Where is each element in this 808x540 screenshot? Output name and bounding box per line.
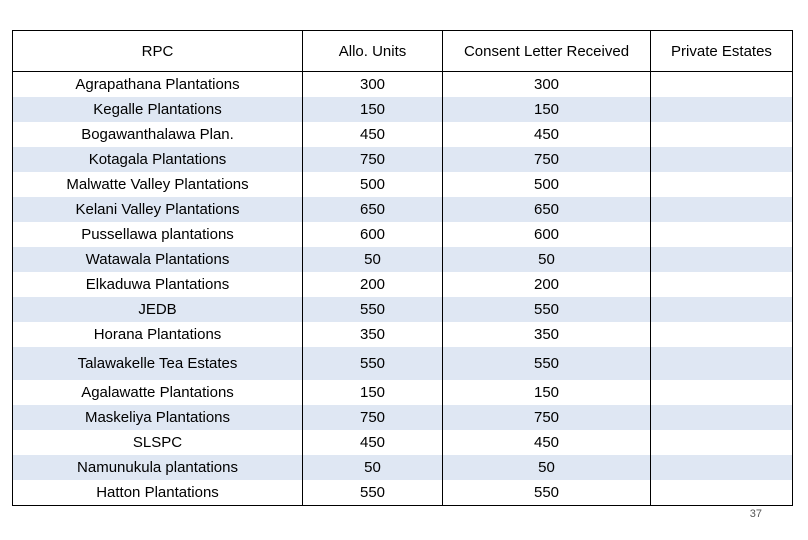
- cell-private-estates: [651, 222, 793, 247]
- cell-private-estates: [651, 147, 793, 172]
- cell-allo-units: 550: [303, 347, 443, 380]
- cell-rpc: Agalawatte Plantations: [13, 380, 303, 405]
- cell-allo-units: 300: [303, 72, 443, 98]
- cell-private-estates: [651, 72, 793, 98]
- table-row: [13, 197, 793, 222]
- table-row: [13, 430, 793, 455]
- cell-allo-units: 350: [303, 322, 443, 347]
- table-row: [13, 97, 793, 122]
- table-row: [13, 405, 793, 430]
- cell-rpc: SLSPC: [13, 430, 303, 455]
- cell-consent-letter: 50: [443, 455, 651, 480]
- cell-private-estates: [651, 430, 793, 455]
- cell-rpc: Malwatte Valley Plantations: [13, 172, 303, 197]
- table-row: [13, 247, 793, 272]
- cell-consent-letter: 50: [443, 247, 651, 272]
- cell-rpc: Agrapathana Plantations: [13, 72, 303, 98]
- cell-private-estates: [651, 455, 793, 480]
- cell-consent-letter: 150: [443, 380, 651, 405]
- cell-private-estates: [651, 197, 793, 222]
- table-row: [13, 147, 793, 172]
- cell-consent-letter: 150: [443, 97, 651, 122]
- cell-rpc: Maskeliya Plantations: [13, 405, 303, 430]
- cell-private-estates: [651, 297, 793, 322]
- cell-allo-units: 50: [303, 247, 443, 272]
- cell-consent-letter: 200: [443, 272, 651, 297]
- table-row: [13, 322, 793, 347]
- cell-allo-units: 150: [303, 97, 443, 122]
- table-body: [13, 72, 793, 506]
- cell-rpc: Kelani Valley Plantations: [13, 197, 303, 222]
- cell-consent-letter: 550: [443, 297, 651, 322]
- cell-allo-units: 150: [303, 380, 443, 405]
- cell-allo-units: 650: [303, 197, 443, 222]
- cell-rpc: Horana Plantations: [13, 322, 303, 347]
- cell-rpc: Namunukula plantations: [13, 455, 303, 480]
- cell-private-estates: [651, 322, 793, 347]
- cell-consent-letter: 750: [443, 147, 651, 172]
- cell-private-estates: [651, 97, 793, 122]
- cell-consent-letter: 650: [443, 197, 651, 222]
- cell-private-estates: [651, 122, 793, 147]
- cell-allo-units: 550: [303, 297, 443, 322]
- header-private-estates: Private Estates: [651, 31, 793, 72]
- cell-rpc: Watawala Plantations: [13, 247, 303, 272]
- cell-private-estates: [651, 172, 793, 197]
- cell-allo-units: 550: [303, 480, 443, 506]
- cell-allo-units: 600: [303, 222, 443, 247]
- cell-allo-units: 50: [303, 455, 443, 480]
- table-row: [13, 272, 793, 297]
- cell-consent-letter: 600: [443, 222, 651, 247]
- table-header-row: [13, 31, 793, 72]
- cell-allo-units: 450: [303, 430, 443, 455]
- cell-allo-units: 200: [303, 272, 443, 297]
- allocation-table: [12, 30, 793, 506]
- slide-number: 37: [749, 508, 762, 520]
- cell-consent-letter: 550: [443, 480, 651, 506]
- table-row: [13, 347, 793, 380]
- cell-consent-letter: 450: [443, 122, 651, 147]
- cell-consent-letter: 500: [443, 172, 651, 197]
- cell-consent-letter: 750: [443, 405, 651, 430]
- table-row: [13, 380, 793, 405]
- cell-private-estates: [651, 347, 793, 380]
- cell-allo-units: 750: [303, 405, 443, 430]
- cell-private-estates: [651, 405, 793, 430]
- cell-consent-letter: 550: [443, 347, 651, 380]
- table-row: [13, 480, 793, 506]
- header-allo-units: Allo. Units: [303, 31, 443, 72]
- cell-allo-units: 500: [303, 172, 443, 197]
- cell-private-estates: [651, 480, 793, 506]
- cell-private-estates: [651, 380, 793, 405]
- table-row: [13, 222, 793, 247]
- cell-rpc: JEDB: [13, 297, 303, 322]
- cell-allo-units: 750: [303, 147, 443, 172]
- header-rpc: RPC: [13, 31, 303, 72]
- cell-rpc: Talawakelle Tea Estates: [13, 347, 303, 380]
- cell-consent-letter: 350: [443, 322, 651, 347]
- cell-rpc: Hatton Plantations: [13, 480, 303, 506]
- table-row: [13, 122, 793, 147]
- cell-rpc: Pussellawa plantations: [13, 222, 303, 247]
- cell-consent-letter: 450: [443, 430, 651, 455]
- cell-private-estates: [651, 247, 793, 272]
- table-row: [13, 172, 793, 197]
- cell-private-estates: [651, 272, 793, 297]
- cell-rpc: Elkaduwa Plantations: [13, 272, 303, 297]
- table-row: [13, 72, 793, 98]
- cell-allo-units: 450: [303, 122, 443, 147]
- table-row: [13, 297, 793, 322]
- header-consent-letter: Consent Letter Received: [443, 31, 651, 72]
- cell-rpc: Bogawanthalawa Plan.: [13, 122, 303, 147]
- cell-rpc: Kotagala Plantations: [13, 147, 303, 172]
- cell-rpc: Kegalle Plantations: [13, 97, 303, 122]
- cell-consent-letter: 300: [443, 72, 651, 98]
- table-row: [13, 455, 793, 480]
